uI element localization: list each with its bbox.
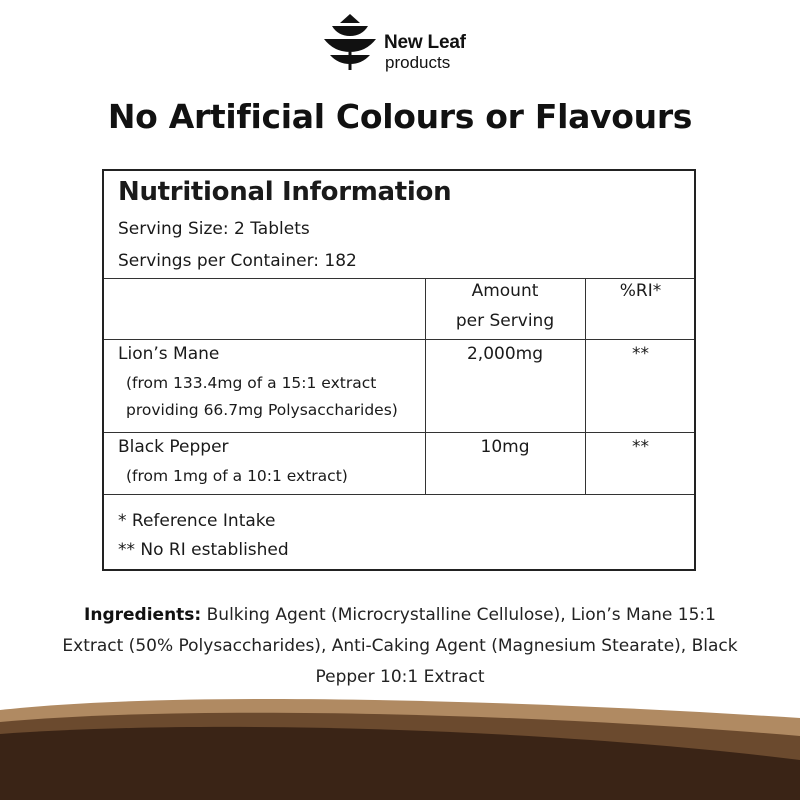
servings-per-container: Servings per Container: 182 bbox=[118, 251, 357, 271]
row-lions-mane-amount: 2,000mg bbox=[466, 344, 544, 364]
decorative-wave-footer bbox=[0, 690, 800, 800]
footnote-no-ri: ** No RI established bbox=[118, 540, 289, 560]
row-black-pepper-amount: 10mg bbox=[480, 437, 530, 457]
ri-header: %RI* bbox=[619, 281, 662, 301]
divider bbox=[104, 339, 694, 340]
row-lions-mane-name: Lion’s Mane bbox=[118, 344, 220, 364]
tiered-leaf-logo-icon bbox=[322, 14, 378, 76]
row-lions-mane-ri: ** bbox=[632, 344, 649, 364]
brand-logo bbox=[322, 14, 492, 76]
row-black-pepper-ri: ** bbox=[632, 437, 649, 457]
ingredients-text: Bulking Agent (Microcrystalline Cellulose), Lion’s Mane 15:1 Extract (50% Polysaccharides), Anti-Caking Agent (Magnesium Stearate), Black Pepper 10:1 Extract bbox=[62, 605, 738, 687]
column-divider bbox=[585, 278, 586, 494]
footnote-reference-intake: * Reference Intake bbox=[118, 511, 276, 531]
amount-header-line2: per Serving bbox=[455, 311, 555, 331]
divider bbox=[104, 494, 694, 495]
brand-name: New Leaf bbox=[384, 32, 466, 53]
page-headline: No Artificial Colours or Flavours bbox=[107, 97, 693, 136]
row-lions-mane-detail1: (from 133.4mg of a 15:1 extract bbox=[126, 374, 377, 392]
row-black-pepper-detail1: (from 1mg of a 10:1 extract) bbox=[126, 467, 348, 485]
brand-subtitle: products bbox=[385, 53, 451, 72]
amount-header-line1: Amount bbox=[471, 281, 539, 301]
divider bbox=[104, 278, 694, 279]
ingredients-label: Ingredients: bbox=[84, 605, 202, 625]
row-lions-mane-detail2: providing 66.7mg Polysaccharides) bbox=[126, 401, 398, 419]
divider bbox=[104, 432, 694, 433]
row-black-pepper-name: Black Pepper bbox=[118, 437, 229, 457]
ingredients-paragraph bbox=[60, 600, 740, 693]
serving-size: Serving Size: 2 Tablets bbox=[118, 219, 310, 239]
nutrition-panel bbox=[102, 169, 696, 571]
nutrition-title: Nutritional Information bbox=[118, 177, 452, 207]
